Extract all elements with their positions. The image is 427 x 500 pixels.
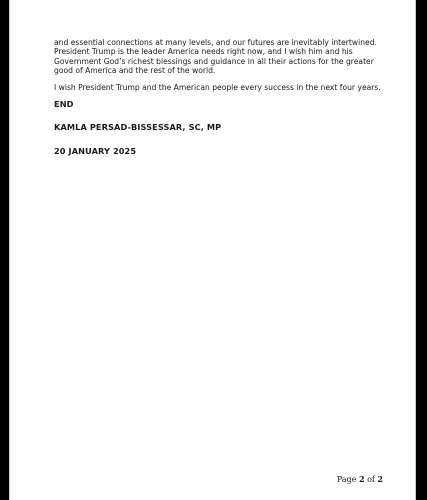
current-page-number: 2 xyxy=(358,474,365,484)
total-pages-number: 2 xyxy=(377,474,383,484)
page-word: Page xyxy=(336,475,357,484)
document-date: 20 JANUARY 2025 xyxy=(54,145,137,156)
page-number-footer xyxy=(337,474,383,484)
paragraph-line: Government God’s richest blessings and guidance in all their actions for the greater xyxy=(54,56,374,66)
signatory-name: KAMLA PERSAD-BISSESSAR, SC, MP xyxy=(54,122,222,133)
end-marker: END xyxy=(54,99,74,110)
paragraph-line: I wish President Trump and the American people every success in the next four years. xyxy=(54,82,381,92)
document-page xyxy=(10,0,415,500)
page-content xyxy=(54,38,384,156)
body-paragraph-2 xyxy=(54,83,384,92)
paragraph-line: and essential connections at many levels, and our futures are inevitably intertwined. xyxy=(54,38,377,47)
paragraph-line: President Trump is the leader America needs right now, and I wish him and his xyxy=(54,47,353,57)
of-word: of xyxy=(367,475,375,484)
body-paragraph-1 xyxy=(54,38,384,76)
paragraph-line: good of America and the rest of the world. xyxy=(54,66,216,76)
